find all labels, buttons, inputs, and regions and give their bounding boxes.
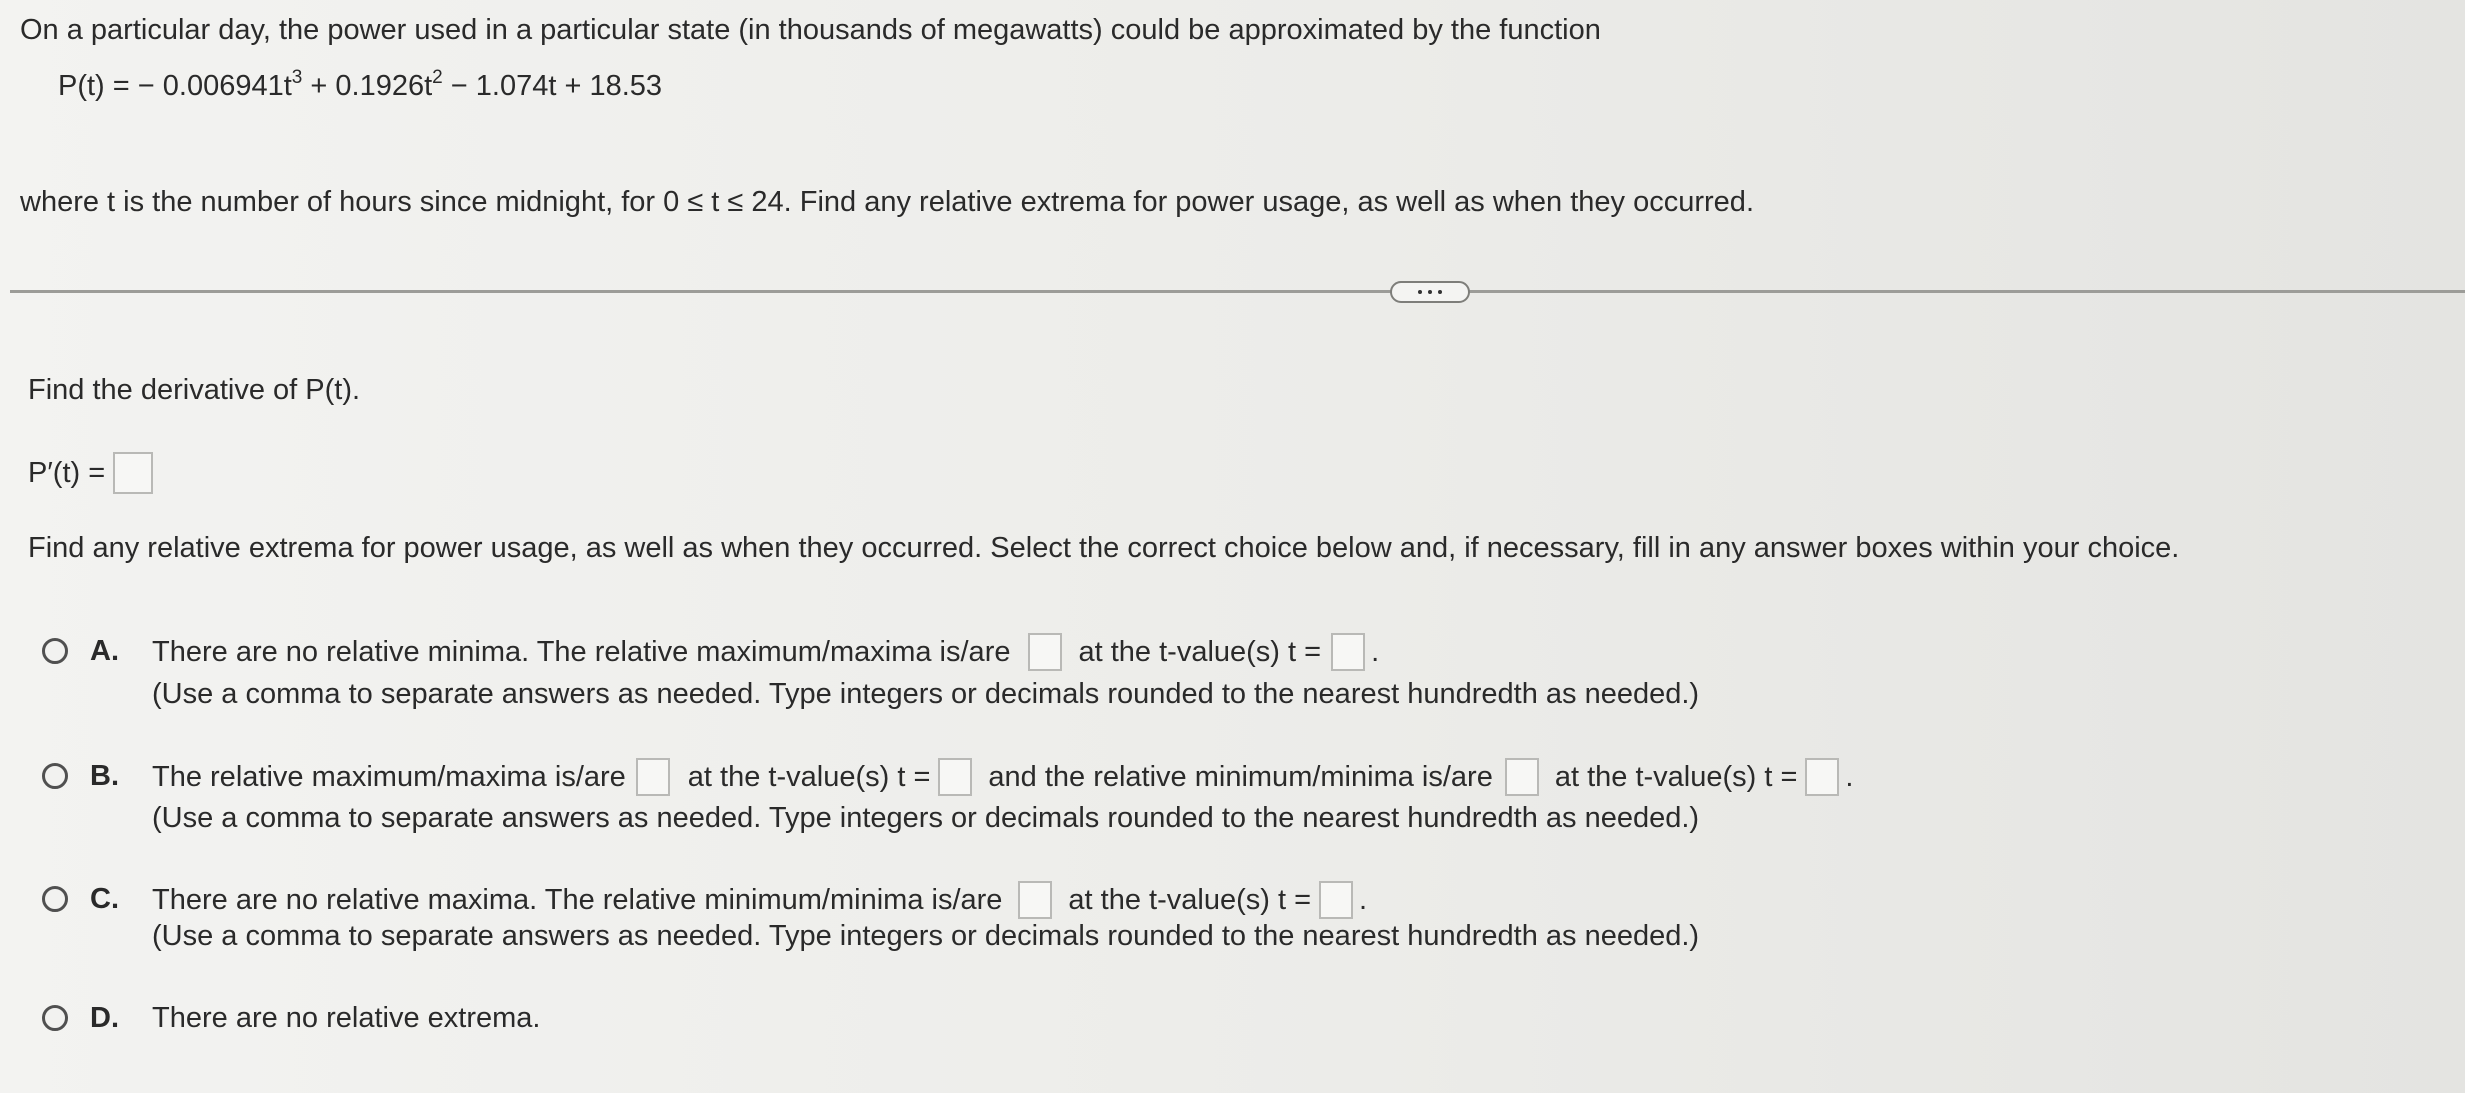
choice-b-text-4: at the t-value(s) t = <box>1554 761 1798 793</box>
ellipsis-icon-dot <box>1428 290 1432 294</box>
derivative-prompt: Find the derivative of P(t). <box>28 374 361 406</box>
choice-a-text-2: at the t-value(s) t = <box>1078 636 1322 668</box>
choice-c-line <box>152 881 1367 919</box>
function-equation <box>58 68 662 104</box>
choice-c-text-3: . <box>1359 884 1368 916</box>
choice-b-text-2: at the t-value(s) t = <box>687 761 931 793</box>
question-intro: On a particular day, the power used in a particular state (in thousands of megawatts) could be approximated by the function <box>20 14 1601 46</box>
derivative-answer-input[interactable] <box>113 452 153 494</box>
choice-c-text-1: There are no relative maxima. The relative minimum/minima is/are <box>152 884 1003 916</box>
section-divider <box>10 290 2465 293</box>
choice-b-text-3: and the relative minimum/minima is/are <box>988 761 1493 793</box>
choice-a-note: (Use a comma to separate answers as needed. Type integers or decimals rounded to the nearest hundredth as needed.) <box>152 678 1700 710</box>
choice-b-letter: B. <box>90 760 119 792</box>
choice-b-min-value-input[interactable] <box>1505 758 1539 796</box>
choice-a-text-3: . <box>1371 636 1380 668</box>
choice-b-text-5: . <box>1845 761 1854 793</box>
choice-b-radio[interactable] <box>42 763 68 789</box>
choice-a-max-value-input[interactable] <box>1028 633 1062 671</box>
choice-c-note: (Use a comma to separate answers as needed. Type integers or decimals rounded to the nearest hundredth as needed.) <box>152 920 1700 952</box>
equation-rest: − 1.074t + 18.53 <box>442 70 663 102</box>
choice-a-text-1: There are no relative minima. The relative maximum/maxima is/are <box>152 636 1011 668</box>
choice-d-text: There are no relative extrema. <box>152 1002 541 1034</box>
equation-exponent-2: 2 <box>432 67 443 88</box>
choice-d-radio[interactable] <box>42 1005 68 1031</box>
question-context: where t is the number of hours since midnight, for 0 ≤ t ≤ 24. Find any relative extrema for power usage, as well as when they occurred. <box>20 186 1754 218</box>
choice-b-text-1: The relative maximum/maxima is/are <box>152 761 626 793</box>
more-options-button[interactable] <box>1390 281 1470 303</box>
choice-b-max-value-input[interactable] <box>636 758 670 796</box>
choice-c-letter: C. <box>90 883 119 915</box>
choice-b-max-t-value-input[interactable] <box>938 758 972 796</box>
choice-a-line <box>152 633 1379 671</box>
choice-b-note: (Use a comma to separate answers as needed. Type integers or decimals rounded to the nearest hundredth as needed.) <box>152 802 1700 834</box>
choice-c-radio[interactable] <box>42 886 68 912</box>
choice-a-radio[interactable] <box>42 638 68 664</box>
derivative-answer-row <box>28 452 159 494</box>
equation-lhs: P(t) = − 0.006941t <box>58 70 292 102</box>
ellipsis-icon-dot <box>1438 290 1442 294</box>
choice-c-min-value-input[interactable] <box>1018 881 1052 919</box>
ellipsis-icon-dot <box>1418 290 1422 294</box>
choice-b-min-t-value-input[interactable] <box>1805 758 1839 796</box>
choice-c-text-2: at the t-value(s) t = <box>1068 884 1311 916</box>
equation-mid: + 0.1926t <box>302 70 433 102</box>
choice-c-t-value-input[interactable] <box>1319 881 1353 919</box>
extrema-prompt: Find any relative extrema for power usage, as well as when they occurred. Select the correct choice below and, if necessary, fill in any answer boxes within your choice. <box>28 532 2180 564</box>
equation-exponent-3: 3 <box>291 67 303 88</box>
choice-b-line <box>152 758 1853 796</box>
derivative-label: P′(t) = <box>28 457 106 489</box>
choice-d-letter: D. <box>90 1002 119 1034</box>
choice-a-letter: A. <box>90 635 119 667</box>
choice-a-t-value-input[interactable] <box>1331 633 1365 671</box>
